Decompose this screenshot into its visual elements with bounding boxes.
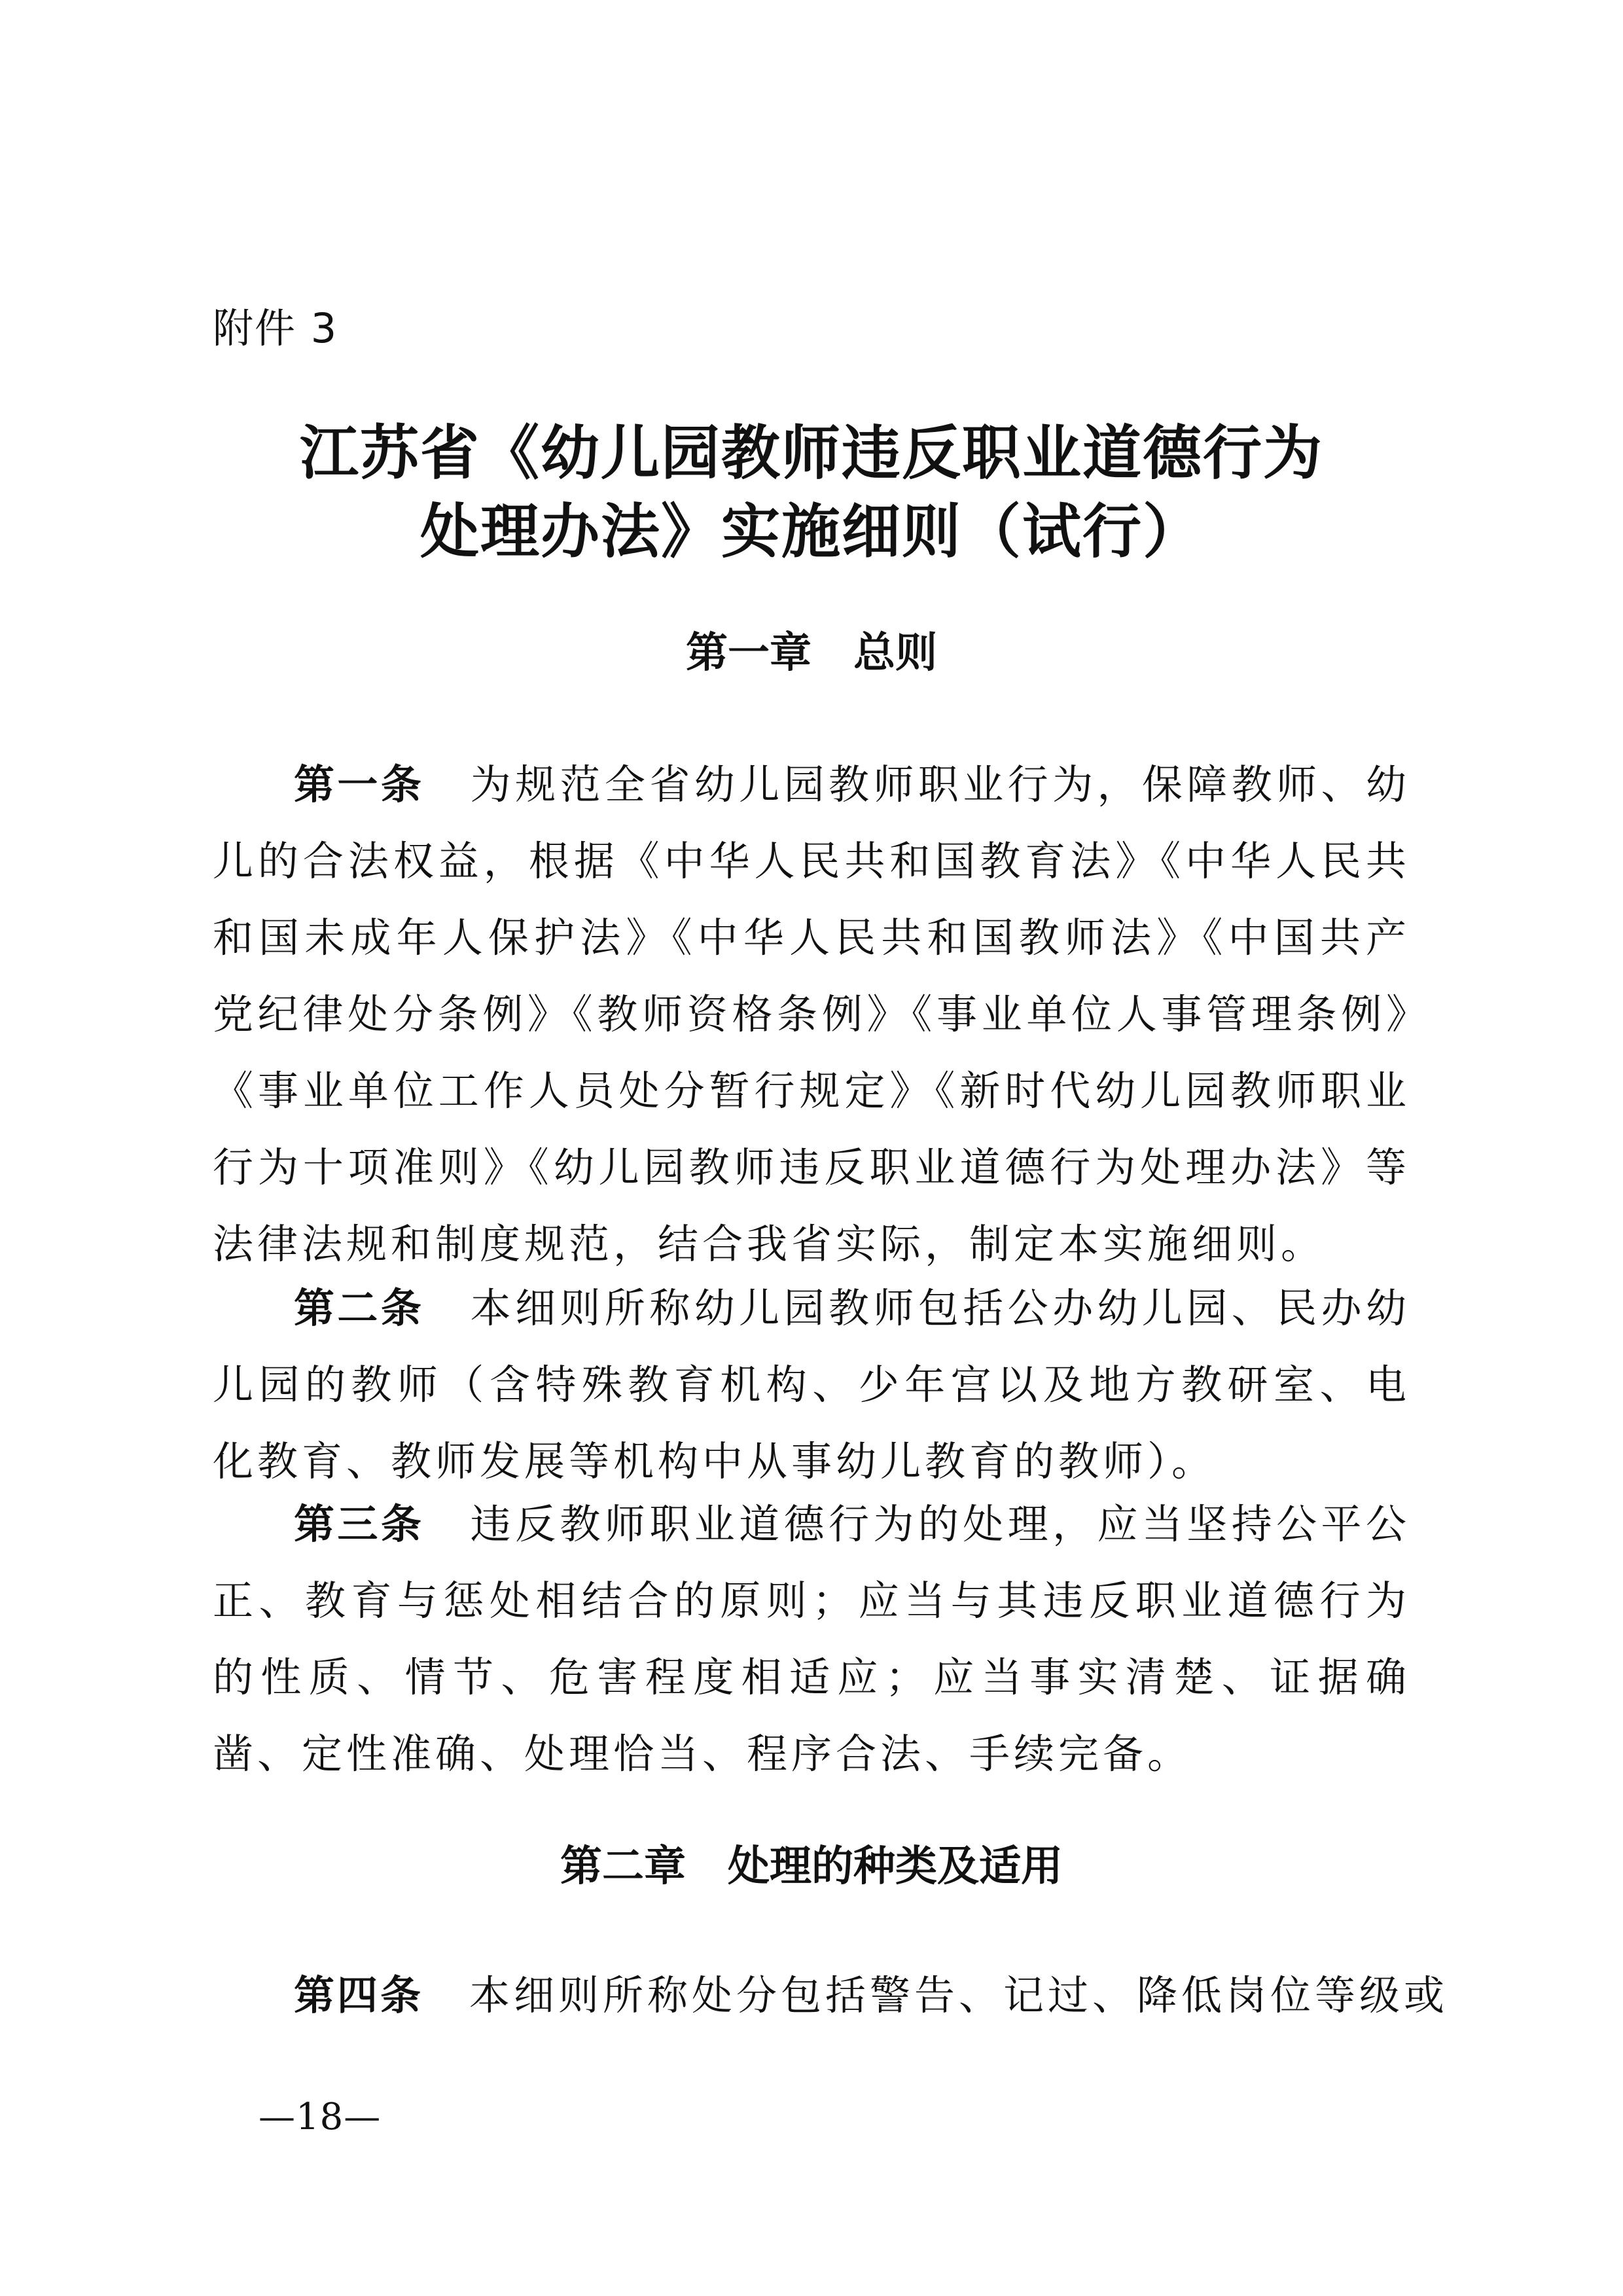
article-1 [213,746,1410,1282]
chapter-heading-1: 第一章 总则 [686,629,937,677]
page-number: —18— [259,2096,382,2138]
article-text: 违反教师职业道德行为的处理，应当坚持公平公正、教育与惩处相结合的原则；应当与其违反职业道德行为的性质、情节、危害程度相适应；应当事实清楚、证据确凿、定性准确、处理恰当、程序合法、手续完备。 [213,1500,1410,1778]
article-text: 为规范全省幼儿园教师职业行为，保障教师、幼儿的合法权益，根据《中华人民共和国教育法》《中华人民共和国未成年人保护法》《中华人民共和国教师法》《中国共产党纪律处分条例》《教师资格条例》《事业单位人事管理条例》《事业单位工作人员处分暂行规定》《新时代幼儿园教师职业行为十项准则》《幼儿园教师违反职业道德行为处理办法》等法律法规和制度规范，结合我省实际，制定本实施细则。 [213,761,1410,1268]
article-number: 第三条 [294,1500,425,1548]
chapter-heading-2: 第二章 处理的种类及适用 [560,1842,1063,1891]
article-2 [213,1270,1410,1499]
attachment-label: 附件 3 [213,304,338,352]
article-number: 第一条 [294,761,425,808]
article-number: 第二条 [294,1284,425,1332]
document-title-line-1: 江苏省《幼儿园教师违反职业道德行为 [300,418,1323,488]
article-number: 第四条 [294,1971,424,2019]
article-3 [213,1486,1410,1792]
article-text: 本细则所称幼儿园教师包括公办幼儿园、民办幼儿园的教师（含特殊教育机构、少年宫以及地方教研室、电化教育、教师发展等机构中从事幼儿教育的教师）。 [213,1284,1410,1485]
article-4 [213,1957,1449,2034]
document-title-line-2: 处理办法》实施细则（试行） [420,497,1203,566]
article-text: 本细则所称处分包括警告、记过、降低岗位等级或 [469,1971,1449,2019]
